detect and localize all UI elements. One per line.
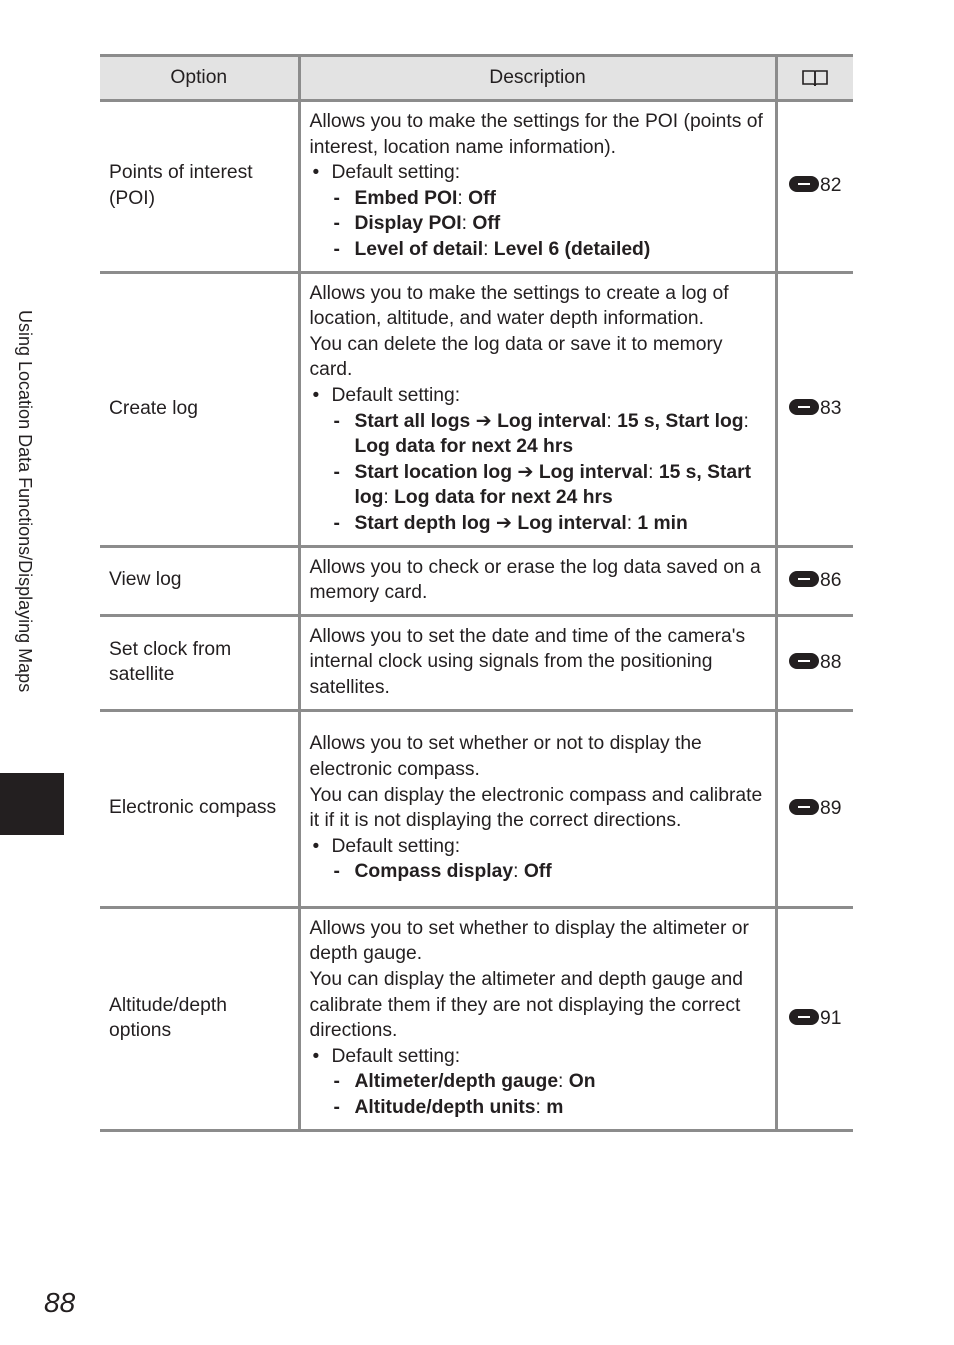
default-setting-label: • Default setting: [310, 383, 766, 409]
option-cell: View log [100, 546, 299, 615]
description-cell [299, 907, 776, 1130]
option-cell: Electronic compass [100, 710, 299, 907]
reference-page: 89 [820, 797, 842, 819]
description-text: Allows you to set whether to display the altimeter or depth gauge. [309, 917, 749, 965]
description-text: Allows you to check or erase the log data saved on a memory card. [309, 556, 761, 604]
reference-section-icon [789, 652, 819, 670]
default-setting-label: • Default setting: [310, 1044, 766, 1070]
option-cell: Set clock from satellite [100, 615, 299, 710]
reference-page: 82 [820, 175, 842, 197]
option-cell: Points of interest (POI) [100, 101, 299, 273]
table-row [100, 101, 853, 273]
default-setting-item: - Display POI: Off [310, 211, 766, 237]
option-cell: Altitude/depth options [100, 907, 299, 1130]
table-row [100, 546, 853, 615]
reference-cell [776, 615, 853, 710]
reference-section-icon [789, 175, 819, 193]
description-cell [299, 272, 776, 546]
default-setting-label: • Default setting: [310, 160, 766, 186]
settings-table [100, 54, 853, 1132]
description-text: You can delete the log data or save it to memory card. [309, 333, 723, 381]
table-row [100, 710, 853, 907]
reference-page: 88 [820, 651, 842, 673]
reference-section-icon [789, 570, 819, 588]
description-cell [299, 101, 776, 273]
reference-cell [776, 710, 853, 907]
description-cell [299, 710, 776, 907]
header-description: Description [299, 56, 776, 101]
table-row [100, 615, 853, 710]
description-text: Allows you to make the settings to create a log of location, altitude, and water depth information. [309, 282, 729, 330]
default-setting-item: - Start location log ➔ Log interval: 15 s, Start log: Log data for next 24 hrs [310, 460, 766, 511]
description-text: Allows you to set the date and time of the camera's internal clock using signals from the positioning satellites. [309, 625, 746, 699]
reference-page: 91 [820, 1007, 842, 1029]
book-reference-icon [801, 68, 829, 88]
reference-section-icon [789, 798, 819, 816]
description-text: Allows you to make the settings for the POI (points of interest, location name information). [309, 111, 763, 158]
default-setting-item: - Level of detail: Level 6 (detailed) [310, 237, 766, 263]
description-text: Allows you to set whether or not to display the electronic compass. [309, 733, 702, 781]
table-row [100, 907, 853, 1130]
table-header-row [100, 56, 853, 101]
default-setting-item: - Start all logs ➔ Log interval: 15 s, Start log: Log data for next 24 hrs [310, 409, 766, 460]
default-setting-item: - Altitude/depth units: m [310, 1095, 766, 1121]
reference-cell [776, 101, 853, 273]
header-option: Option [100, 56, 299, 101]
option-cell: Create log [100, 272, 299, 546]
description-text: You can display the altimeter and depth gauge and calibrate them if they are not displaying the correct directions. [309, 968, 743, 1042]
default-setting-label: • Default setting: [310, 834, 766, 860]
reference-section-icon [789, 398, 819, 416]
header-reference [776, 56, 853, 101]
chapter-side-tab-label: Using Location Data Functions/Displaying Maps [15, 310, 35, 693]
reference-cell [776, 272, 853, 546]
reference-section-icon [789, 1008, 819, 1026]
reference-cell [776, 907, 853, 1130]
reference-page: 83 [820, 398, 842, 420]
default-setting-item: - Compass display: Off [310, 859, 766, 885]
default-setting-item: - Embed POI: Off [310, 186, 766, 212]
chapter-side-tab-marker [0, 773, 64, 835]
reference-cell [776, 546, 853, 615]
reference-page: 86 [820, 569, 842, 591]
table-row [100, 272, 853, 546]
default-setting-item: - Altimeter/depth gauge: On [310, 1069, 766, 1095]
description-text: You can display the electronic compass and calibrate it if it is not displaying the correct directions. [309, 784, 763, 832]
page-number: 88 [44, 1287, 76, 1318]
description-cell [299, 615, 776, 710]
default-setting-item: - Start depth log ➔ Log interval: 1 min [310, 511, 766, 537]
description-cell [299, 546, 776, 615]
